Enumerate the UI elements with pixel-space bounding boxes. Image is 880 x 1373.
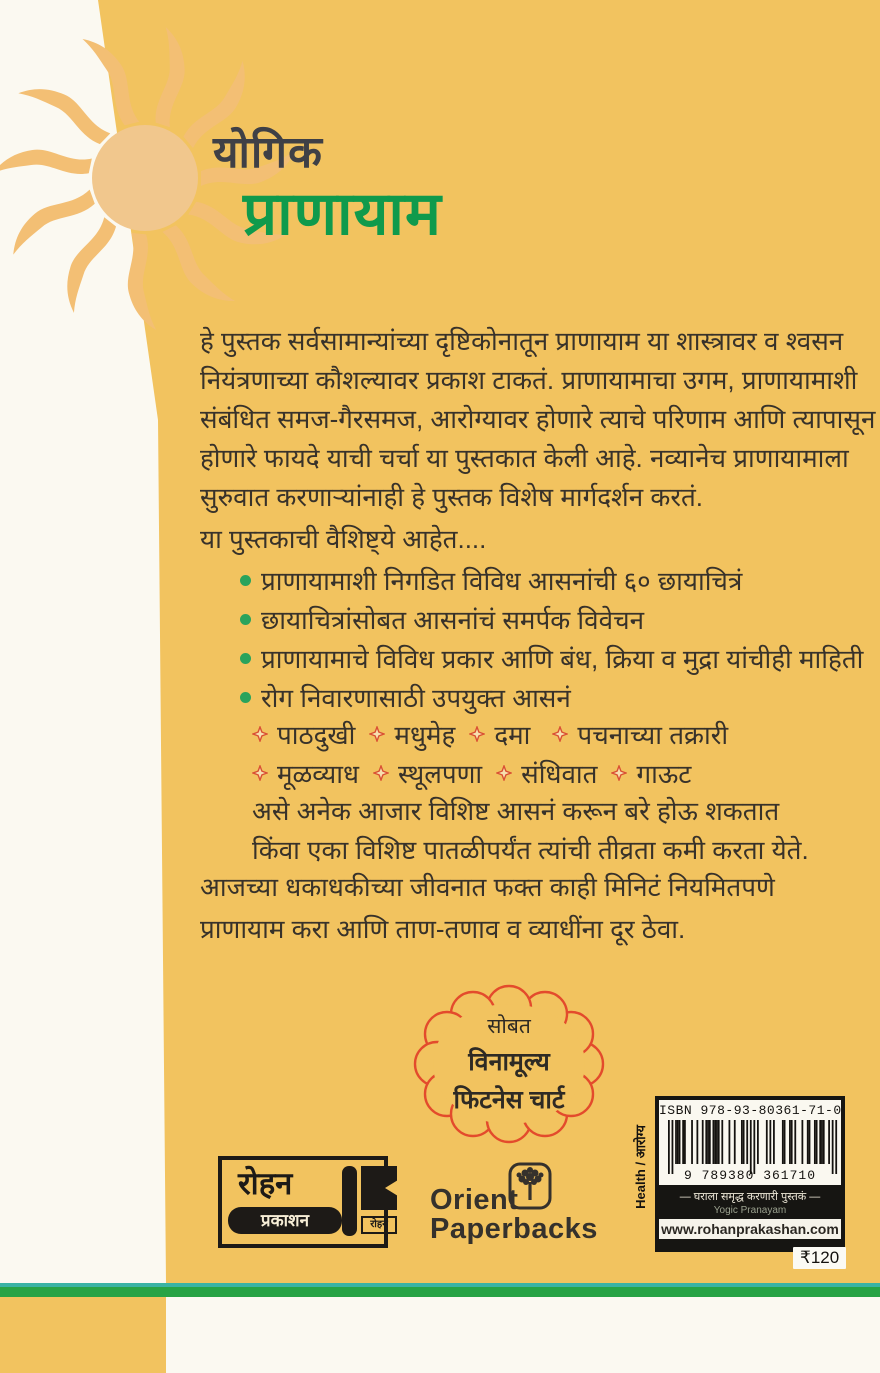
feature-label: प्राणायामाचे विविध प्रकार आणि बंध, क्रिया व मुद्रा यांचीही माहिती: [261, 644, 864, 674]
price-tag: ₹120: [793, 1247, 846, 1269]
ailment-label: मधुमेह: [394, 720, 456, 750]
ailment-item: [369, 716, 455, 752]
bottom-left-flap: [0, 1297, 166, 1373]
ailment-label: गाऊट: [636, 759, 692, 789]
book-english-title: Yogic Pranayam: [713, 1205, 787, 1216]
book-subtitle: योगिक: [213, 128, 323, 177]
ailment-item: [373, 755, 482, 791]
diamond-icon: [552, 726, 568, 742]
closing-line: प्राणायाम करा आणि ताण-तणाव व व्याधींना दूर ठेवा.: [200, 914, 686, 944]
ailment-item: [252, 716, 355, 752]
intro-line: संबंधित समज-गैरसमज, आरोग्यावर होणारे त्याचे परिणाम आणि त्यापासून: [200, 404, 876, 434]
bullet-dot-icon: [240, 692, 251, 703]
features-heading: या पुस्तकाची वैशिष्ट्ये आहेत....: [200, 524, 487, 554]
feature-item: [240, 562, 742, 598]
feature-item: [240, 679, 571, 715]
ailment-label: स्थूलपणा: [398, 759, 483, 789]
feature-item: [240, 601, 644, 637]
category-label: Health / आरोग्य: [633, 1125, 648, 1209]
ailments-row: [252, 755, 691, 791]
feature-label: छायाचित्रांसोबत आसनांचं समर्पक विवेचन: [261, 605, 645, 635]
ailment-label: पाठदुखी: [277, 720, 356, 750]
fitness-chart-badge: [399, 1012, 619, 1116]
diamond-icon: [496, 765, 512, 781]
orient-logo-line2: Paperbacks: [430, 1213, 598, 1245]
intro-line: होणारे फायदे याची चर्चा या पुस्तकात केली आहे. नव्यानेच प्राणायामाला: [200, 443, 849, 473]
ailment-note-line: असे अनेक आजार विशिष्ट आसनं करून बरे होऊ शकतात: [252, 796, 780, 826]
barcode-digits: 9 789380 361710: [683, 1168, 817, 1183]
bullet-dot-icon: [240, 614, 251, 625]
ailment-item: [552, 716, 728, 752]
rohan-logo-small-label: रोहन: [361, 1216, 397, 1234]
feature-label: प्राणायामाशी निगडित विविध आसनांची ६० छायाचित्रं: [261, 566, 743, 596]
ailment-label: पचनाच्या तक्रारी: [577, 720, 729, 750]
feature-label: रोग निवारणासाठी उपयुक्त आसनं: [261, 683, 571, 713]
isbn-text: ISBN 978-93-80361-71-0: [659, 1103, 842, 1118]
ailment-item: [252, 755, 359, 791]
rohan-logo-name: रोहन: [238, 1166, 293, 1201]
rohan-logo-prakashan: प्रकाशन: [228, 1207, 342, 1234]
intro-line: नियंत्रणाच्या कौशल्यावर प्रकाश टाकतं. प्राणायामाचा उगम, प्राणायामाशी: [200, 365, 858, 395]
badge-line: विनामूल्य: [468, 1048, 550, 1076]
ailment-item: [611, 755, 691, 791]
publisher-tagline: — घराला समृद्ध करणारी पुस्तकं —: [679, 1191, 821, 1203]
book-spine-icon: [342, 1166, 357, 1236]
diamond-icon: [252, 765, 268, 781]
closing-line: आजच्या धकाधकीच्या जीवनात फक्त काही मिनिटं नियमितपणे: [200, 872, 775, 902]
ailment-label: संधिवात: [521, 759, 598, 789]
bullet-dot-icon: [240, 653, 251, 664]
tree-icon: [508, 1162, 552, 1210]
orient-logo-line1: Orient: [430, 1184, 519, 1216]
orient-paperbacks-logo: [430, 1162, 598, 1246]
ailment-note-line: किंवा एका विशिष्ट पातळीपर्यंत त्यांची तीव्रता कमी करता येते.: [252, 835, 809, 865]
diamond-icon: [369, 726, 385, 742]
intro-line: हे पुस्तक सर्वसामान्यांच्या दृष्टिकोनातून प्राणायाम या शास्त्रावर व श्वसन: [200, 326, 844, 356]
ailment-label: दमा: [494, 720, 531, 750]
ailment-item: [469, 716, 530, 752]
ailment-label: मूळव्याध: [277, 759, 360, 789]
ailments-row: [252, 716, 728, 752]
barcode-area: [659, 1100, 841, 1185]
intro-line: सुरुवात करणाऱ्यांनाही हे पुस्तक विशेष मार्गदर्शन करतं.: [200, 482, 704, 512]
barcode-block: [655, 1096, 845, 1252]
publisher-website: www.rohanprakashan.com: [659, 1219, 841, 1239]
badge-line: सोबत: [487, 1015, 531, 1038]
feature-item: [240, 640, 863, 676]
book-fold-icon: [385, 1180, 398, 1196]
book-icon: [361, 1166, 397, 1210]
diamond-icon: [252, 726, 268, 742]
ailment-item: [496, 755, 597, 791]
publisher-tagline-band: [659, 1185, 841, 1219]
bottom-green-stripe: [0, 1283, 880, 1297]
bullet-dot-icon: [240, 575, 251, 586]
diamond-icon: [469, 726, 485, 742]
diamond-icon: [611, 765, 627, 781]
badge-line: फिटनेस चार्ट: [453, 1086, 565, 1114]
book-title: प्राणायाम: [243, 180, 442, 247]
diamond-icon: [373, 765, 389, 781]
rohan-prakashan-logo: [218, 1156, 388, 1248]
